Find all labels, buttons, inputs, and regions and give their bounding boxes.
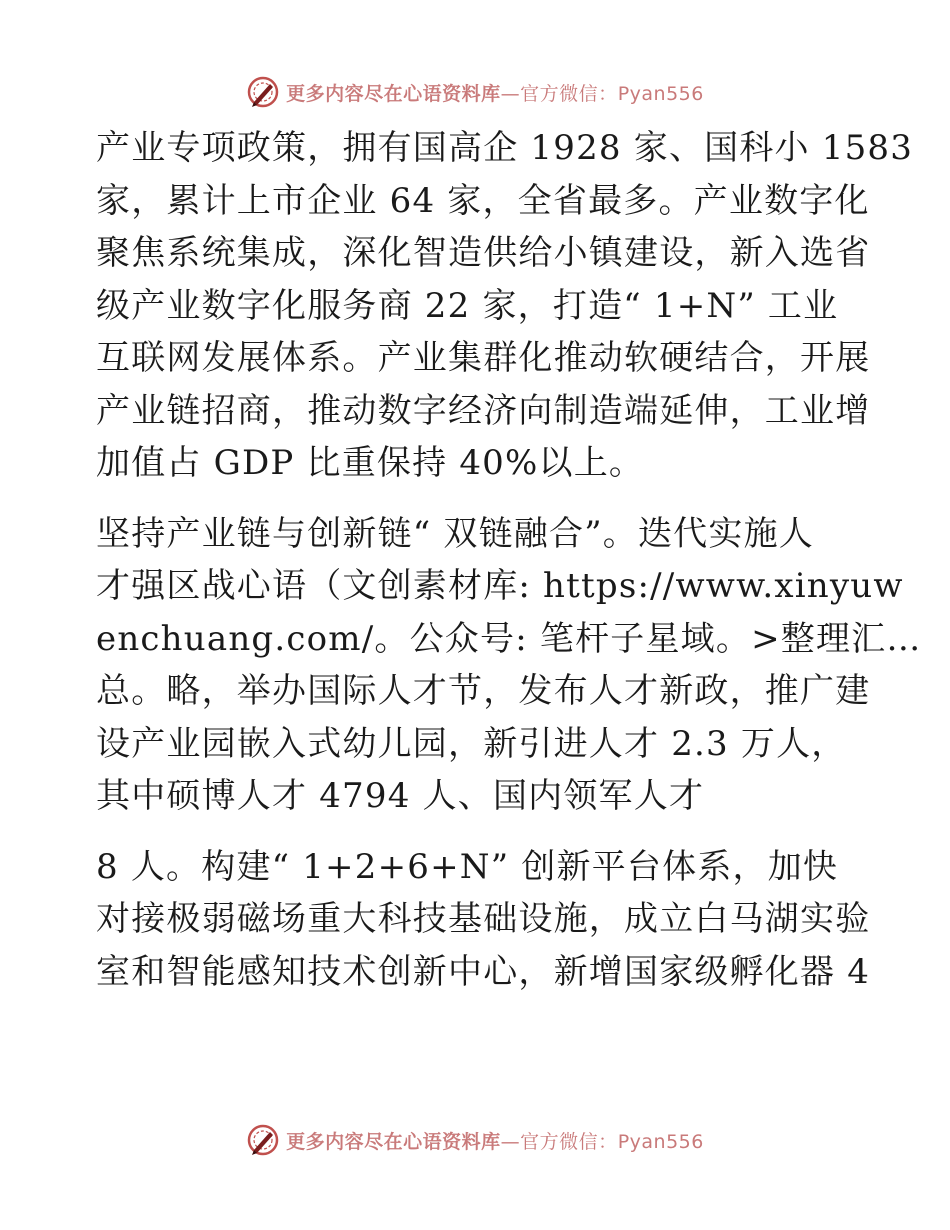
pen-logo-icon <box>246 1123 280 1157</box>
text-line: 室和智能感知技术创新中心，新增国家级孵化器 4 <box>96 951 871 992</box>
header-banner-text <box>286 79 704 106</box>
footer-banner-text <box>286 1127 704 1154</box>
text-line: 总。略，举办国际人才节，发布人才新政，推广建 <box>96 671 871 711</box>
paragraph-spacer <box>96 490 866 508</box>
footer-banner <box>0 1120 950 1160</box>
paragraph-3 <box>96 841 871 999</box>
text-line: 聚焦系统集成，深化智造供给小镇建设，新入选省 <box>96 233 871 273</box>
text-line: 其中硕博人才 4794 人、国内领军人才 <box>96 776 705 816</box>
header-banner <box>0 72 950 112</box>
text-line: 互联网发展体系。产业集群化推动软硬结合，开展 <box>96 338 871 378</box>
paragraph-2 <box>96 508 922 823</box>
text-line: 级产业数字化服务商 22 家，打造“ 1+N” 工业 <box>96 285 839 326</box>
text-line: 对接极弱磁场重大科技基础设施，成立白马湖实验 <box>96 899 871 939</box>
text-line: 才强区战心语（文创素材库: https://www.xinyuw <box>96 566 904 606</box>
header-banner-id: Pyan556 <box>617 82 704 105</box>
text-line: 坚持产业链与创新链“ 双链融合”。迭代实施人 <box>96 513 814 554</box>
paragraph-1 <box>96 122 914 490</box>
document-body <box>96 122 922 998</box>
text-line: 产业链招商，推动数字经济向制造端延伸，工业增 <box>96 390 871 431</box>
paragraph-spacer <box>96 823 866 841</box>
footer-banner-id: Pyan556 <box>617 1130 704 1153</box>
text-line: 8 人。构建“ 1+2+6+N” 创新平台体系，加快 <box>96 846 839 887</box>
pen-logo-icon <box>246 75 280 109</box>
text-line: 产业专项政策，拥有国高企 1928 家、国科小 1583 <box>96 128 914 168</box>
footer-banner-main: 更多内容尽在心语资料库 <box>286 1130 501 1153</box>
header-banner-main: 更多内容尽在心语资料库 <box>286 82 501 105</box>
text-line: enchuang.com/。公众号: 笔杆子星域。>整理汇… <box>96 618 922 659</box>
header-banner-sep: —官方微信： <box>500 82 618 105</box>
text-line: 设产业园嵌入式幼儿园，新引进人才 2.3 万人， <box>96 723 847 764</box>
footer-banner-sep: —官方微信： <box>500 1130 618 1153</box>
text-line: 家，累计上市企业 64 家，全省最多。产业数字化 <box>96 180 870 221</box>
text-line: 加值占 GDP 比重保持 40%以上。 <box>96 443 645 483</box>
